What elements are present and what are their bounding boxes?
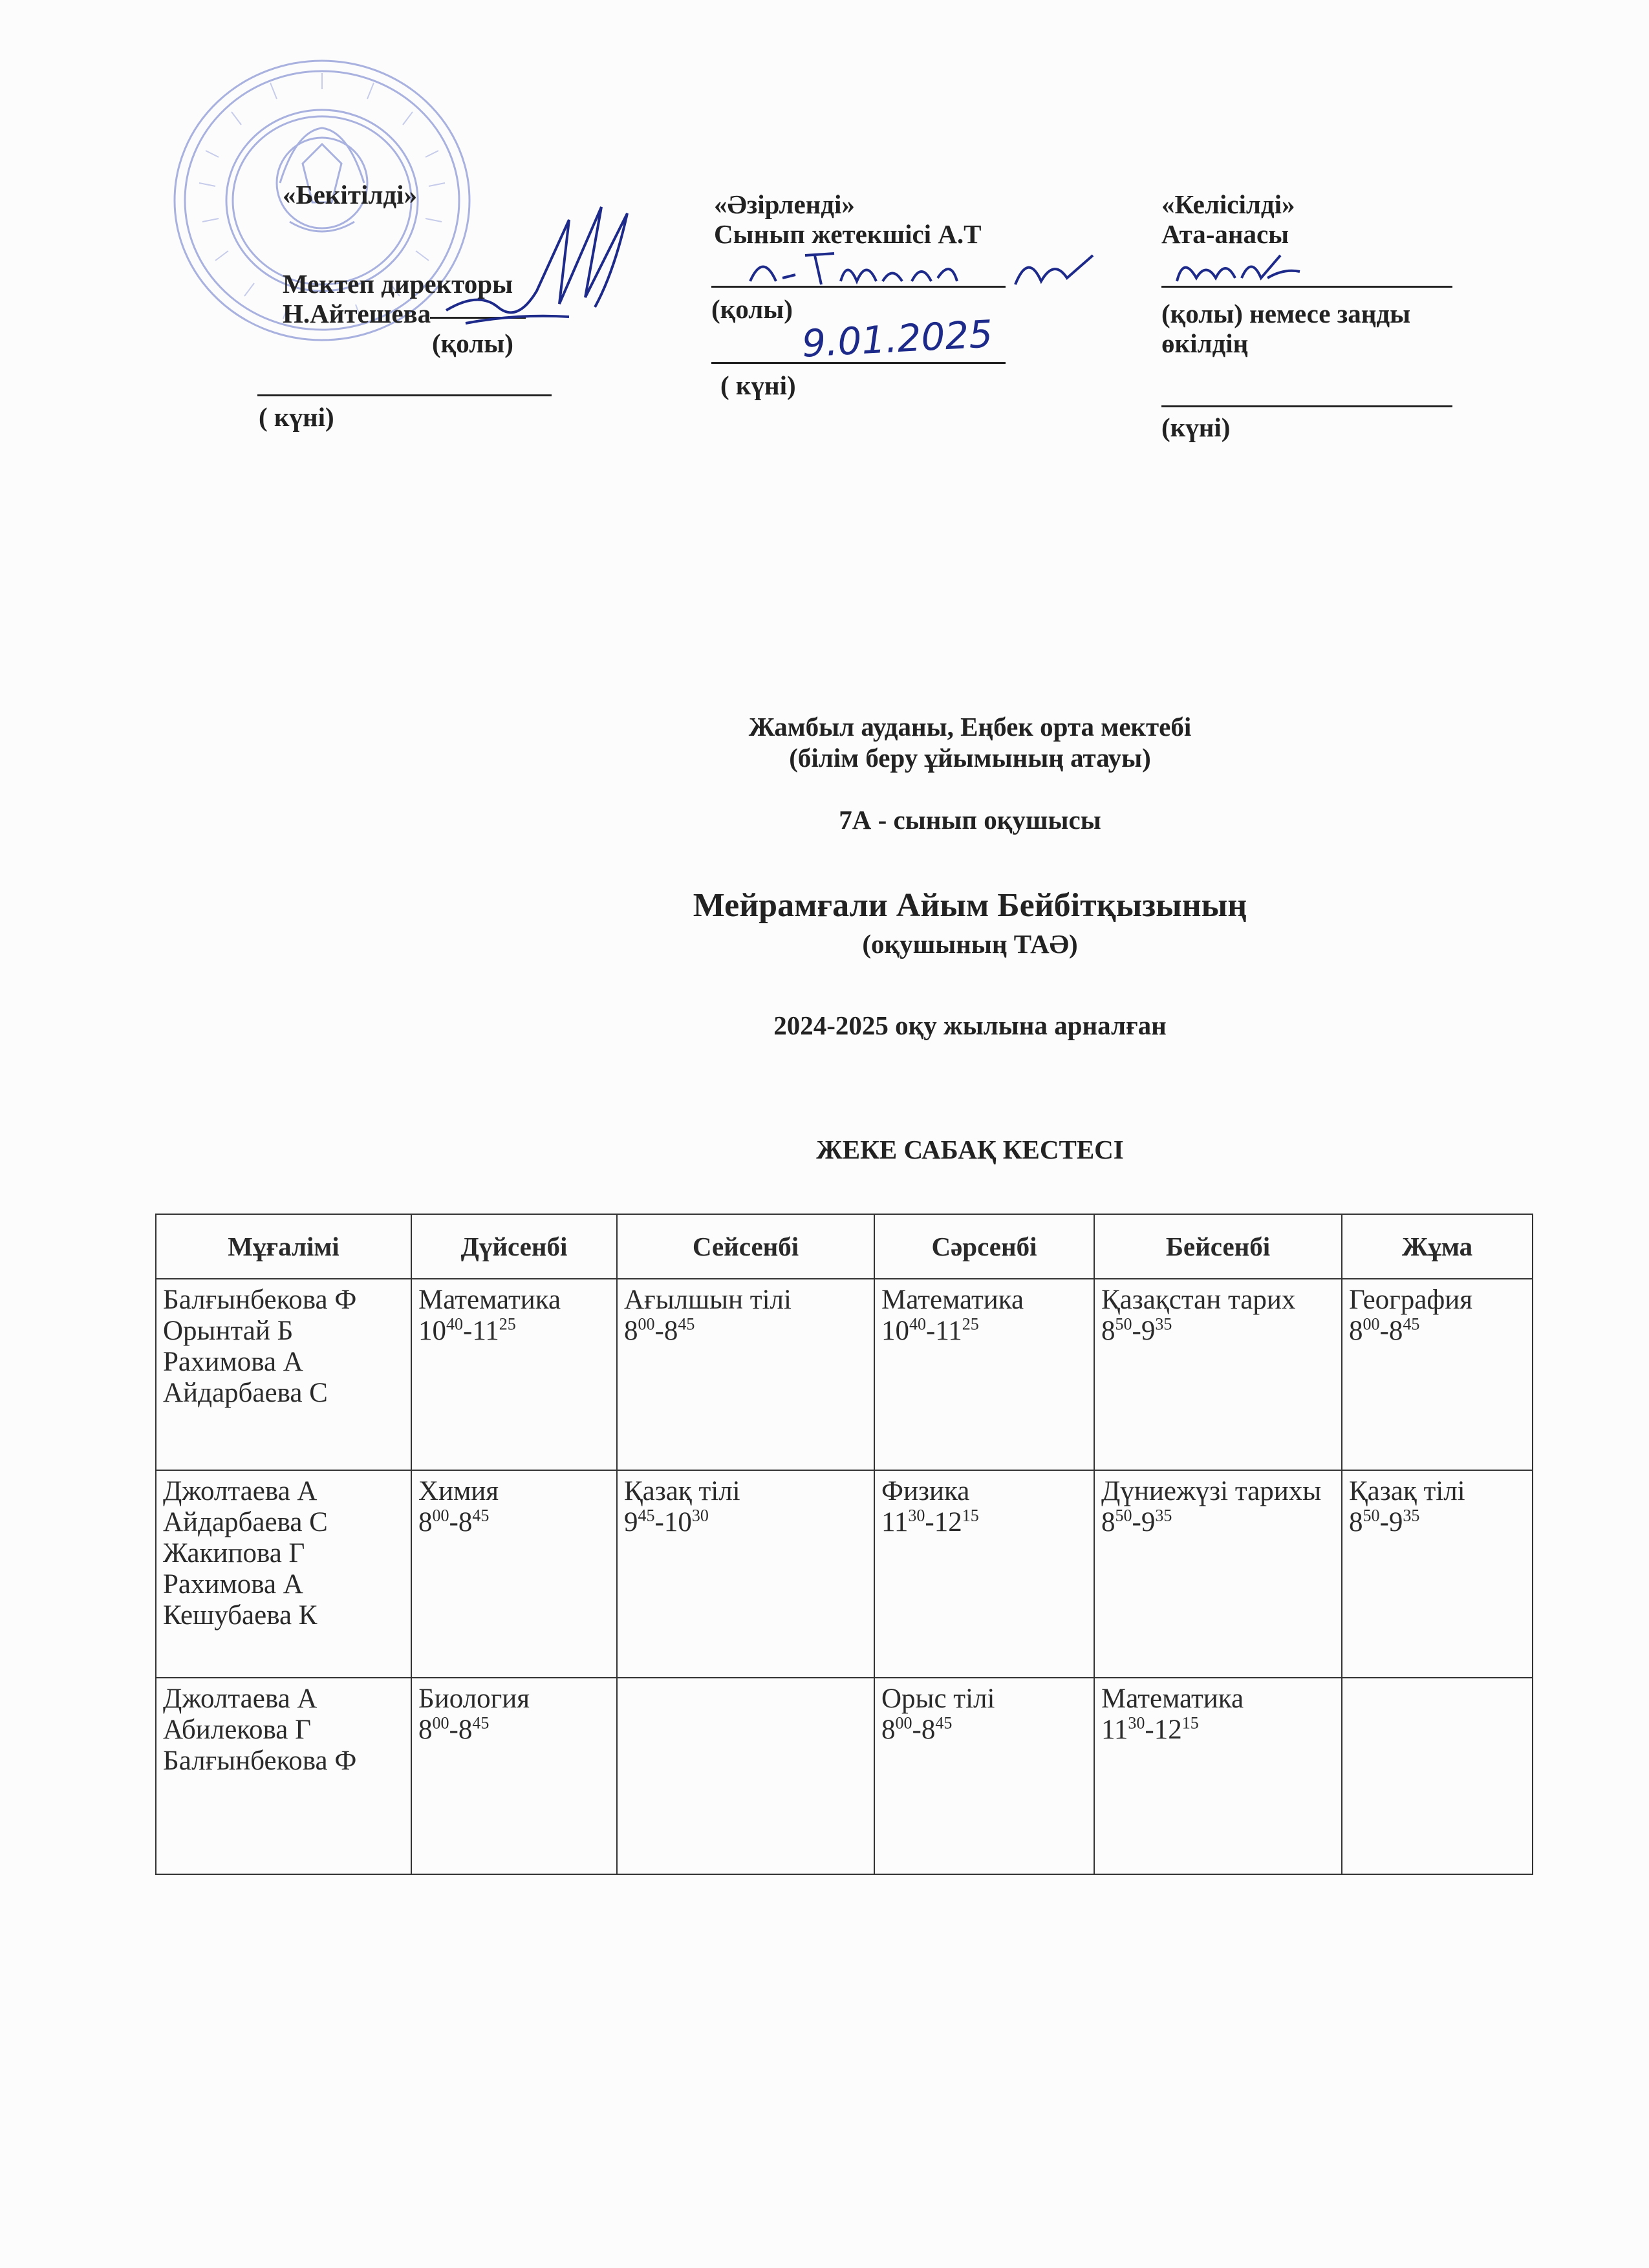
teacher-name: Абилекова Г <box>163 1714 311 1745</box>
prepared-date-line <box>711 362 1006 364</box>
end-hour: 9 <box>1141 1507 1156 1538</box>
teacher-name: Орынтай Б <box>163 1316 294 1346</box>
prepared-block <box>714 189 982 249</box>
schedule-title: ЖЕКЕ САБАҚ КЕСТЕСІ <box>816 1135 1124 1164</box>
time-dash: - <box>1379 1507 1389 1538</box>
document-header <box>388 711 1552 835</box>
subject-name: Дүниежүзі тарихы <box>1101 1476 1322 1507</box>
time-dash: - <box>1379 1316 1389 1346</box>
agreed-sign-labels <box>1161 299 1410 358</box>
start-hour: 8 <box>1349 1507 1363 1538</box>
director-signature <box>440 194 634 343</box>
subject-name: Физика <box>881 1476 970 1507</box>
time-dash: - <box>1132 1316 1141 1346</box>
teacher-name: Балғынбекова Ф <box>163 1745 357 1776</box>
end-minute: 30 <box>691 1506 709 1525</box>
lesson-time <box>1101 1507 1335 1538</box>
start-minute: 30 <box>1128 1713 1145 1733</box>
start-hour: 9 <box>624 1507 638 1538</box>
teacher-name: Кешубаева К <box>163 1600 318 1631</box>
agreed-date-line <box>1161 405 1452 407</box>
start-hour: 8 <box>1101 1507 1116 1538</box>
end-minute: 45 <box>678 1314 695 1334</box>
time-dash: - <box>926 1316 936 1346</box>
subject-name: Биология <box>418 1683 530 1714</box>
start-hour: 8 <box>1101 1316 1116 1346</box>
school-name: Жамбыл ауданы, Еңбек орта мектебі <box>748 712 1192 742</box>
approved-title: «Бекітілді» <box>283 180 417 209</box>
teacher-cell <box>156 1470 411 1678</box>
teacher-name: Рахимова А <box>163 1569 303 1600</box>
start-hour: 11 <box>1101 1714 1128 1745</box>
agreed-sign-label: (қолы) немесе заңды <box>1161 299 1411 328</box>
end-hour: 8 <box>1388 1316 1403 1346</box>
start-hour: 8 <box>418 1507 433 1538</box>
lesson-time <box>1101 1316 1335 1347</box>
lesson-cell <box>1342 1470 1533 1678</box>
approved-date-line <box>257 394 552 396</box>
teacher-name: Балғынбекова Ф <box>163 1285 357 1315</box>
subject-name: Қазақ тілі <box>1349 1476 1465 1507</box>
lesson-cell <box>1094 1470 1342 1678</box>
end-hour: 11 <box>935 1316 962 1346</box>
prepared-title: «Әзірленді» <box>714 189 855 219</box>
teacher-cell <box>156 1678 411 1874</box>
lesson-time <box>881 1316 1087 1347</box>
end-hour: 10 <box>663 1507 692 1538</box>
subject-name: Ағылшын тілі <box>624 1285 792 1315</box>
agreed-title: «Келісілді» <box>1161 189 1295 219</box>
start-hour: 10 <box>881 1316 909 1346</box>
end-minute: 25 <box>962 1314 979 1334</box>
lesson-time <box>881 1715 1087 1746</box>
lesson-time <box>881 1507 1087 1538</box>
prepared-role: Сынып жетекшісі А.Т <box>714 219 982 249</box>
lesson-time <box>624 1316 867 1347</box>
lesson-cell <box>411 1470 617 1678</box>
approved-role: Мектеп директоры <box>283 269 513 299</box>
start-minute: 00 <box>1363 1314 1380 1334</box>
approved-date-label: ( күні) <box>259 402 334 432</box>
subject-name: Математика <box>418 1285 561 1315</box>
teacher-name: Джолтаева А <box>163 1683 318 1714</box>
end-hour: 9 <box>1141 1316 1156 1346</box>
schedule-table <box>155 1214 1533 1875</box>
end-minute: 35 <box>1155 1506 1172 1525</box>
lesson-cell <box>1094 1279 1342 1470</box>
table-header-row <box>156 1214 1533 1279</box>
end-minute: 25 <box>499 1314 516 1334</box>
start-minute: 50 <box>1115 1506 1132 1525</box>
end-hour: 8 <box>663 1316 678 1346</box>
end-hour: 12 <box>1154 1714 1182 1745</box>
approved-name: Н.Айтешева <box>283 299 431 328</box>
teacher-name: Жакипова Г <box>163 1538 305 1569</box>
lesson-cell <box>617 1678 874 1874</box>
student-note: (оқушының ТАӘ) <box>862 929 1078 959</box>
time-dash: - <box>912 1714 921 1745</box>
column-header: Жұма <box>1342 1214 1533 1279</box>
start-minute: 30 <box>908 1506 925 1525</box>
column-header: Сәрсенбі <box>874 1214 1094 1279</box>
start-minute: 00 <box>895 1713 912 1733</box>
table-row <box>156 1678 1533 1874</box>
time-dash: - <box>463 1316 473 1346</box>
lesson-cell <box>874 1279 1094 1470</box>
subject-name: Қазақ тілі <box>624 1476 740 1507</box>
lesson-cell <box>617 1279 874 1470</box>
end-minute: 45 <box>1403 1314 1420 1334</box>
prepared-date-handwritten: 9.01.2025 <box>801 312 994 366</box>
teacher-name: Рахимова А <box>163 1347 303 1377</box>
lesson-cell <box>1342 1279 1533 1470</box>
time-dash: - <box>449 1714 458 1745</box>
lesson-cell <box>411 1678 617 1874</box>
time-dash: - <box>449 1507 458 1538</box>
time-dash: - <box>925 1507 934 1538</box>
lesson-cell <box>1342 1678 1533 1874</box>
column-header: Сейсенбі <box>617 1214 874 1279</box>
academic-year: 2024-2025 оқу жылына арналған <box>773 1011 1167 1040</box>
start-minute: 40 <box>446 1314 463 1334</box>
teacher-name: Айдарбаева С <box>163 1378 328 1408</box>
end-minute: 15 <box>962 1506 979 1525</box>
lesson-cell <box>874 1678 1094 1874</box>
lesson-cell <box>874 1470 1094 1678</box>
teacher-name: Джолтаева А <box>163 1476 318 1507</box>
end-minute: 45 <box>472 1506 490 1525</box>
student-class: 7А - сынып оқушысы <box>839 805 1101 835</box>
start-minute: 40 <box>909 1314 926 1334</box>
start-hour: 11 <box>881 1507 909 1538</box>
start-minute: 00 <box>638 1314 655 1334</box>
subject-name: Математика <box>881 1285 1024 1315</box>
start-hour: 8 <box>1349 1316 1363 1346</box>
agreed-role: Ата-анасы <box>1161 219 1289 249</box>
subject-name: Химия <box>418 1476 499 1507</box>
agreed-block <box>1161 189 1295 249</box>
class-teacher-signature <box>744 246 1106 297</box>
table-row <box>156 1279 1533 1470</box>
agreed-date-label: (күні) <box>1161 412 1231 442</box>
end-hour: 12 <box>934 1507 962 1538</box>
start-minute: 45 <box>638 1506 655 1525</box>
start-minute: 00 <box>432 1713 449 1733</box>
subject-name: География <box>1349 1285 1473 1315</box>
end-minute: 15 <box>1181 1713 1199 1733</box>
lesson-cell <box>1094 1678 1342 1874</box>
lesson-cell <box>411 1279 617 1470</box>
subject-name: Қазақстан тарих <box>1101 1285 1296 1315</box>
end-minute: 35 <box>1403 1506 1420 1525</box>
time-dash: - <box>1132 1507 1141 1538</box>
teacher-cell <box>156 1279 411 1470</box>
column-header: Дүйсенбі <box>411 1214 617 1279</box>
school-note: (білім беру ұйымының атауы) <box>789 743 1151 773</box>
lesson-time <box>418 1715 610 1746</box>
end-hour: 8 <box>921 1714 936 1745</box>
end-minute: 35 <box>1155 1314 1172 1334</box>
column-header: Мұғалімі <box>156 1214 411 1279</box>
start-minute: 50 <box>1115 1314 1132 1334</box>
prepared-date-label: ( күні) <box>720 370 796 400</box>
time-dash: - <box>654 1316 664 1346</box>
lesson-time <box>1101 1715 1335 1746</box>
column-header: Бейсенбі <box>1094 1214 1342 1279</box>
end-hour: 8 <box>458 1714 473 1745</box>
start-hour: 10 <box>418 1316 446 1346</box>
student-name: Мейрамғали Айым Бейбітқызының <box>693 887 1247 924</box>
end-minute: 45 <box>935 1713 953 1733</box>
start-hour: 8 <box>624 1316 638 1346</box>
end-hour: 9 <box>1388 1507 1403 1538</box>
agreed-sign-line <box>1161 286 1452 288</box>
prepared-sign-label: (қолы) <box>711 294 793 324</box>
agreed-sign-label-2: өкілдің <box>1161 328 1249 358</box>
start-minute: 50 <box>1363 1506 1380 1525</box>
lesson-time <box>624 1507 867 1538</box>
lesson-cell <box>617 1470 874 1678</box>
time-dash: - <box>654 1507 664 1538</box>
lesson-time <box>418 1316 610 1347</box>
time-dash: - <box>1145 1714 1154 1745</box>
start-hour: 8 <box>881 1714 896 1745</box>
start-hour: 8 <box>418 1714 433 1745</box>
approved-sign-label: (қолы) <box>432 328 513 358</box>
start-minute: 00 <box>432 1506 449 1525</box>
end-hour: 8 <box>458 1507 473 1538</box>
lesson-time <box>1349 1316 1525 1347</box>
end-hour: 11 <box>472 1316 499 1346</box>
subject-name: Математика <box>1101 1683 1244 1714</box>
end-minute: 45 <box>472 1713 490 1733</box>
subject-name: Орыс тілі <box>881 1683 995 1714</box>
teacher-name: Айдарбаева С <box>163 1507 328 1538</box>
lesson-time <box>418 1507 610 1538</box>
lesson-time <box>1349 1507 1525 1538</box>
table-row <box>156 1470 1533 1678</box>
